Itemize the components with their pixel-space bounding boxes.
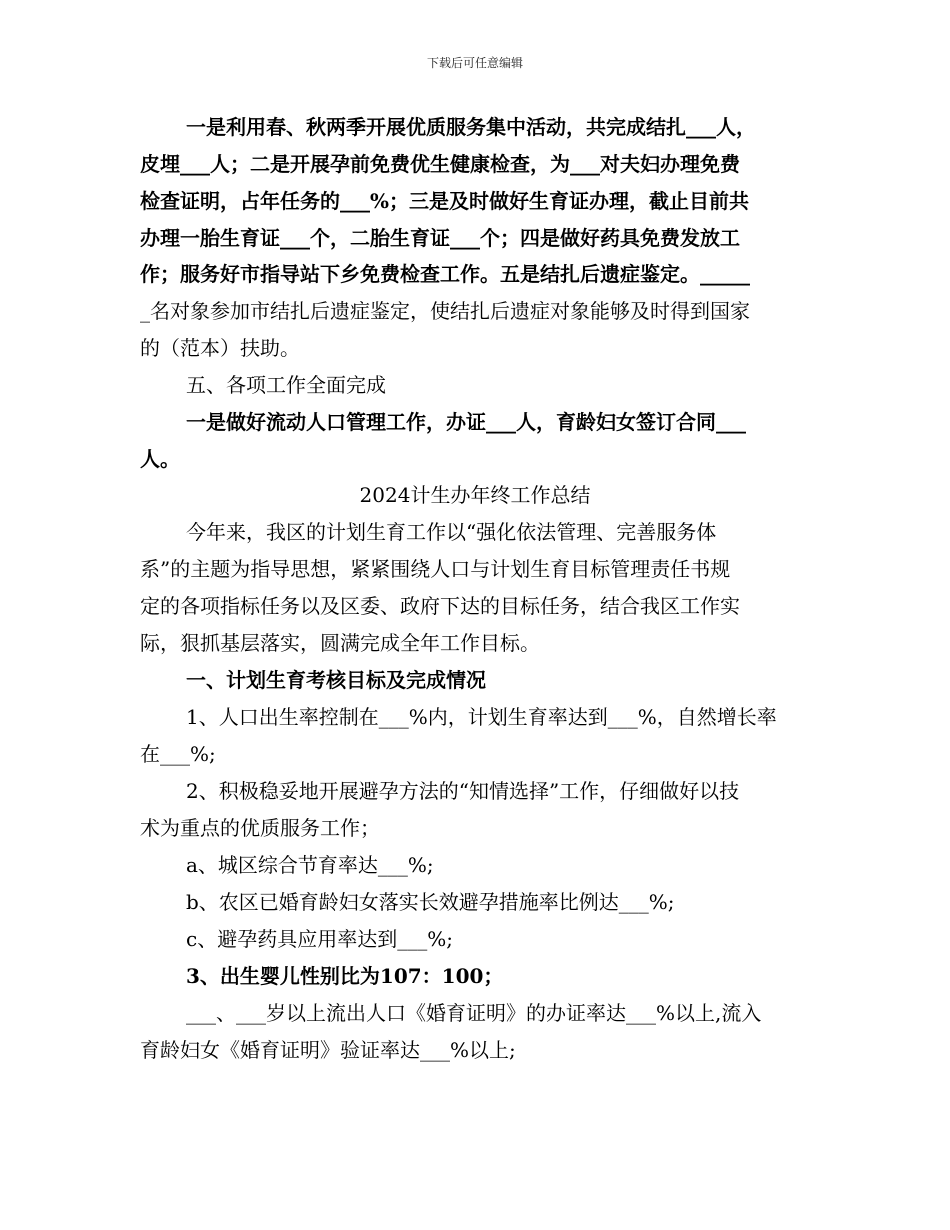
list-item: a、城区综合节育率达___%; <box>186 853 434 877</box>
paragraph-line: 际，狠抓基层落实，圆满完成全年工作目标。 <box>140 631 540 655</box>
paragraph-line: 皮埋___人；二是开展孕前免费优生健康检查，为___对夫妇办理免费 <box>140 152 740 176</box>
paragraph-line: 在___%; <box>140 742 216 766</box>
paragraph-line: 一是做好流动人口管理工作，办证___人，育龄妇女签订合同___ <box>186 410 746 434</box>
paragraph-line: 术为重点的优质服务工作； <box>140 816 380 840</box>
paragraph-line: 一是利用春、秋两季开展优质服务集中活动，共完成结扎___人， <box>186 115 756 139</box>
paragraph-line: 的（范本）扶助。 <box>140 336 300 360</box>
list-item: ___、___岁以上流出人口《婚育证明》的办证率达___%以上,流入 <box>186 1001 762 1025</box>
paragraph-line: 作；服务好市指导站下乡免费检查工作。五是结扎后遗症鉴定。_____ <box>140 262 750 286</box>
document-title: 2024计生办年终工作总结 <box>359 483 591 507</box>
paragraph-line: 人。 <box>140 447 180 471</box>
page-header: 下载后可任意编辑 <box>426 56 523 70</box>
list-item: 1、人口出生率控制在___%内，计划生育率达到___%，自然增长率 <box>186 705 777 729</box>
paragraph-line: 检查证明，占年任务的___%；三是及时做好生育证办理，截止目前共 <box>140 189 750 213</box>
list-item: 3、出生婴儿性别比为107：100； <box>186 964 504 988</box>
paragraph-line: 系”的主题为指导思想，紧紧围绕人口与计划生育目标管理责任书规 <box>140 557 731 581</box>
list-item: b、农区已婚育龄妇女落实长效避孕措施率比例达___%; <box>186 890 675 914</box>
paragraph-line: 定的各项指标任务以及区委、政府下达的目标任务，结合我区工作实 <box>140 594 740 618</box>
section-heading: 五、各项工作全面完成 <box>186 373 386 397</box>
paragraph-line: 今年来，我区的计划生育工作以“强化依法管理、完善服务体 <box>186 520 717 544</box>
paragraph-line: 办理一胎生育证___个，二胎生育证___个；四是做好药具免费发放工 <box>140 226 740 250</box>
list-item: c、避孕药具应用率达到___%; <box>186 927 453 951</box>
section-heading: 一、计划生育考核目标及完成情况 <box>186 668 486 692</box>
list-item: 2、积极稳妥地开展避孕方法的“知情选择”工作，仔细做好以技 <box>186 779 740 803</box>
paragraph-line: 育龄妇女《婚育证明》验证率达___%以上; <box>140 1038 516 1062</box>
paragraph-line: _名对象参加市结扎后遗症鉴定，使结扎后遗症对象能够及时得到国家 <box>140 299 750 323</box>
